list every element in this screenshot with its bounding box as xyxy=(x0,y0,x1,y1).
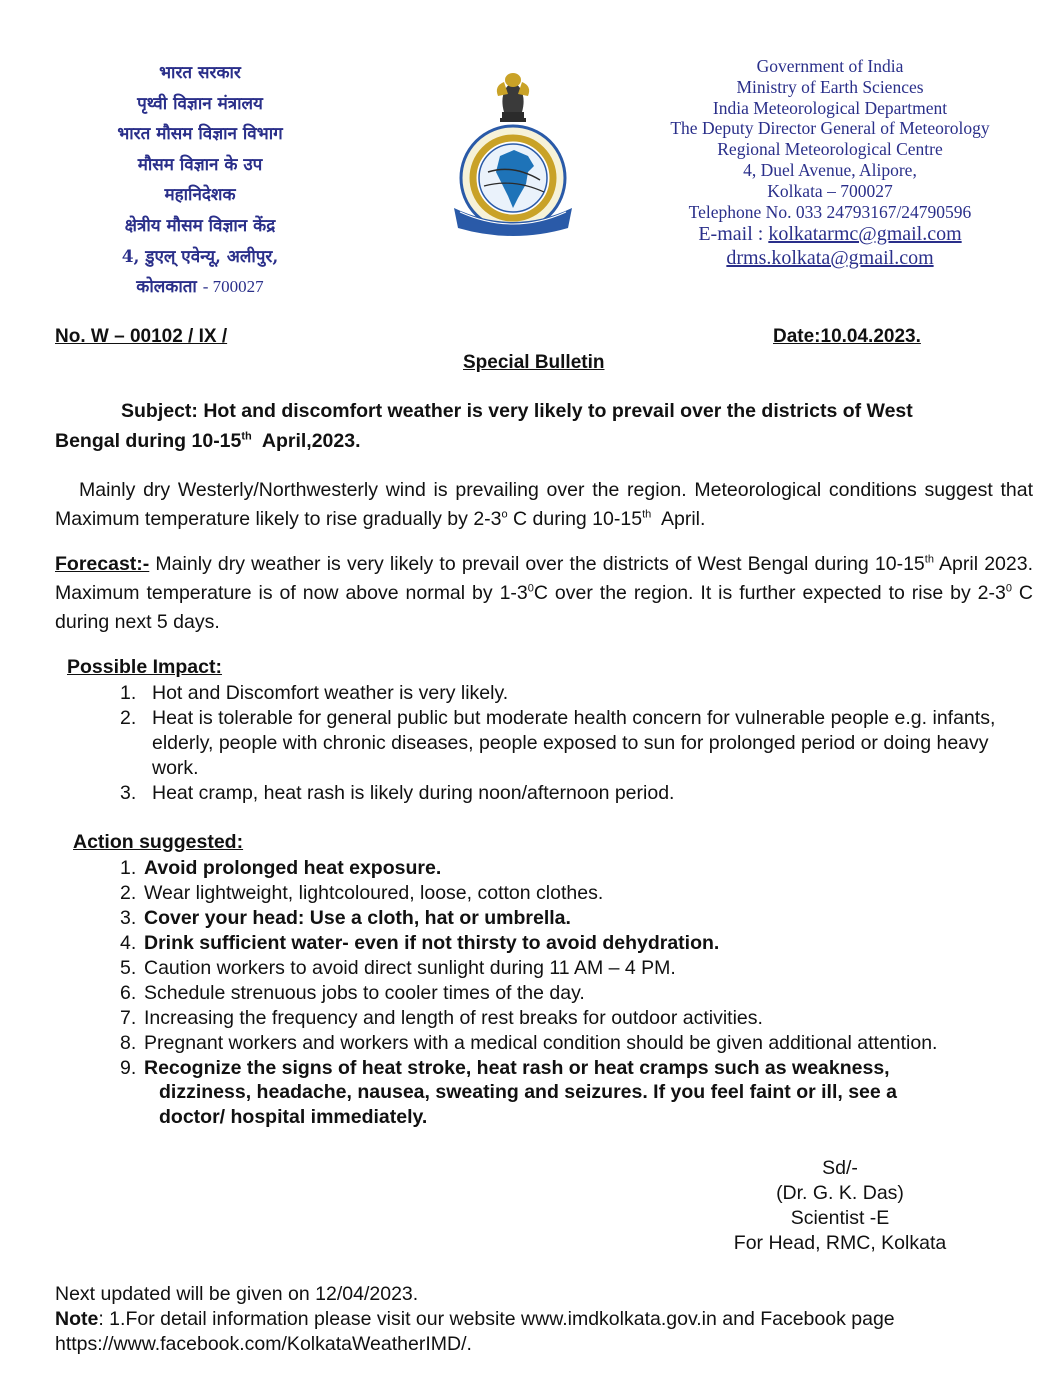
list-text: Heat is tolerable for general public but moderate health concern for vulnerable people e.g. infants, elderly, people with chronic diseases, people exposed to sun for prolonged period or doing heavy work. xyxy=(152,707,996,779)
list-text: Caution workers to avoid direct sunlight during 11 AM – 4 PM. xyxy=(144,957,676,979)
impact-heading: Possible Impact: xyxy=(67,656,222,678)
degree-mark: o xyxy=(501,508,508,521)
intro-sup: th xyxy=(642,508,652,521)
email-label: E-mail : xyxy=(698,223,769,246)
signatory-name: (Dr. G. K. Das) xyxy=(776,1182,904,1204)
forecast-sup: th xyxy=(924,553,934,566)
list-text: Drink sufficient water- even if not thirsty to avoid dehydration. xyxy=(144,932,720,954)
email-link-2[interactable]: drms.kolkata@gmail.com xyxy=(726,247,934,270)
list-text: Wear lightweight, lightcoloured, loose, cotton clothes. xyxy=(144,882,604,904)
note-label: Note xyxy=(55,1308,99,1330)
intro-text: C during 10-15 xyxy=(507,508,643,530)
list-number: 1. xyxy=(120,857,137,879)
list-item xyxy=(120,681,1040,706)
list-text: Pregnant workers and workers with a medical condition should be given additional attention. xyxy=(144,1032,938,1054)
telephone-line: Telephone No. 033 24793167/24790596 xyxy=(688,201,972,222)
email-line-2 xyxy=(610,246,1050,270)
english-line: Ministry of Earth Sciences xyxy=(736,76,924,97)
list-number: 5. xyxy=(120,957,137,979)
list-number: 7. xyxy=(120,1007,137,1029)
list-number: 3. xyxy=(120,782,137,804)
english-line: Kolkata – 700027 xyxy=(767,180,893,201)
english-line: Regional Meteorological Centre xyxy=(717,139,943,160)
list-number: 1. xyxy=(120,682,137,704)
forecast-text: April 2023. Maximum temperature is of now above normal by 1-3 xyxy=(55,553,1033,604)
english-line: 4, Duel Avenue, Alipore, xyxy=(743,159,917,180)
list-text: Heat cramp, heat rash is likely during noon/afternoon period. xyxy=(152,782,675,804)
list-text: Cover your head: Use a cloth, hat or umbrella. xyxy=(144,907,571,929)
intro-text: April. xyxy=(651,508,706,530)
list-item xyxy=(120,706,1040,781)
hindi-city-line xyxy=(50,272,350,303)
list-text: Recognize the signs of heat stroke, heat rash or heat cramps such as weakness, xyxy=(144,1057,890,1079)
list-number: 2. xyxy=(120,707,137,729)
forecast-paragraph xyxy=(55,550,1033,637)
intro-text: Mainly dry Westerly/Northwesterly wind is prevailing over the region. Meteorological conditions suggest that Maximum temperature likely to rise gradually by 2-3 xyxy=(55,479,1033,530)
degree-mark: 0 xyxy=(527,582,534,595)
reference-number: No. W – 00102 / IX / xyxy=(55,326,228,347)
facebook-link[interactable]: https://www.facebook.com/KolkataWeatherIMD/. xyxy=(55,1333,472,1355)
subject-text: Bengal during 10-15 xyxy=(55,430,242,452)
list-text: Avoid prolonged heat exposure. xyxy=(144,857,442,879)
next-update-note: Next updated will be given on 12/04/2023. xyxy=(55,1283,419,1305)
forecast-text: C over the region. It is further expected to rise by 2-3 xyxy=(533,582,1006,604)
english-line: India Meteorological Department xyxy=(712,97,948,118)
hindi-pin: - 700027 xyxy=(202,277,264,297)
list-number: 3. xyxy=(120,907,137,929)
degree-mark: 0 xyxy=(1005,582,1012,595)
english-address-block xyxy=(610,56,1050,270)
intro-paragraph xyxy=(55,476,1033,534)
subject-text-end: April,2023. xyxy=(251,430,361,452)
hindi-line: 4, डुएल् एवेन्यू, अलीपुर, xyxy=(121,246,279,267)
signatory-office: For Head, RMC, Kolkata xyxy=(733,1232,947,1254)
lion-capital-icon xyxy=(497,73,529,122)
hindi-line: महानिदेशक xyxy=(164,185,236,206)
signature-block xyxy=(700,1156,980,1256)
footer xyxy=(55,1282,1045,1357)
forecast-text: Mainly dry weather is very likely to prevail over the districts of West Bengal during 10-15 xyxy=(149,553,925,575)
list-text-continued: dizziness, headache, nausea, sweating and seizures. If you feel faint or ill, see a xyxy=(159,1081,898,1103)
hindi-line: पृथ्वी विज्ञान मंत्रालय xyxy=(137,93,263,114)
hindi-address-block xyxy=(50,58,350,303)
list-text: Increasing the frequency and length of rest breaks for outdoor activities. xyxy=(144,1007,763,1029)
list-number: 4. xyxy=(120,932,137,954)
list-number: 9. xyxy=(120,1057,137,1079)
note-text: : 1.For detail information please visit our website www.imdkolkata.gov.in and Facebook page xyxy=(98,1308,895,1330)
website-note xyxy=(55,1307,1045,1332)
forecast-text: C during next 5 days. xyxy=(55,582,1033,633)
email-link-1[interactable]: kolkatarmc@gmail.com xyxy=(768,223,962,246)
email-line xyxy=(610,222,1050,246)
list-number: 6. xyxy=(120,982,137,1004)
hindi-line: भारत सरकार xyxy=(159,63,241,83)
hindi-line: भारत मौसम विज्ञान विभाग xyxy=(117,124,283,145)
list-text-continued: doctor/ hospital immediately. xyxy=(159,1106,428,1128)
forecast-label: Forecast:- xyxy=(55,553,150,575)
imd-emblem-icon xyxy=(448,68,578,244)
hindi-line: क्षेत्रीय मौसम विज्ञान केंद्र xyxy=(124,215,276,236)
bulletin-date: Date:10.04.2023. xyxy=(773,326,921,347)
subject-line-2 xyxy=(55,430,361,453)
subject-sup: th xyxy=(241,430,252,443)
hindi-city: कोलकाता xyxy=(136,277,197,298)
list-number: 2. xyxy=(120,882,137,904)
signature-sd: Sd/- xyxy=(822,1157,858,1179)
list-number: 8. xyxy=(120,1032,137,1054)
english-line: Government of India xyxy=(756,56,904,76)
english-line: The Deputy Director General of Meteorology xyxy=(670,118,990,139)
subject-line-1: Subject: Hot and discomfort weather is very likely to prevail over the districts of West xyxy=(121,400,913,422)
list-text: Hot and Discomfort weather is very likely. xyxy=(152,682,509,704)
page-title: Special Bulletin xyxy=(463,352,605,373)
list-text: Schedule strenuous jobs to cooler times of the day. xyxy=(144,982,585,1004)
list-item xyxy=(120,781,1040,806)
hindi-line: मौसम विज्ञान के उप xyxy=(137,154,263,175)
actions-heading: Action suggested: xyxy=(73,831,244,853)
signatory-designation: Scientist -E xyxy=(790,1207,890,1229)
